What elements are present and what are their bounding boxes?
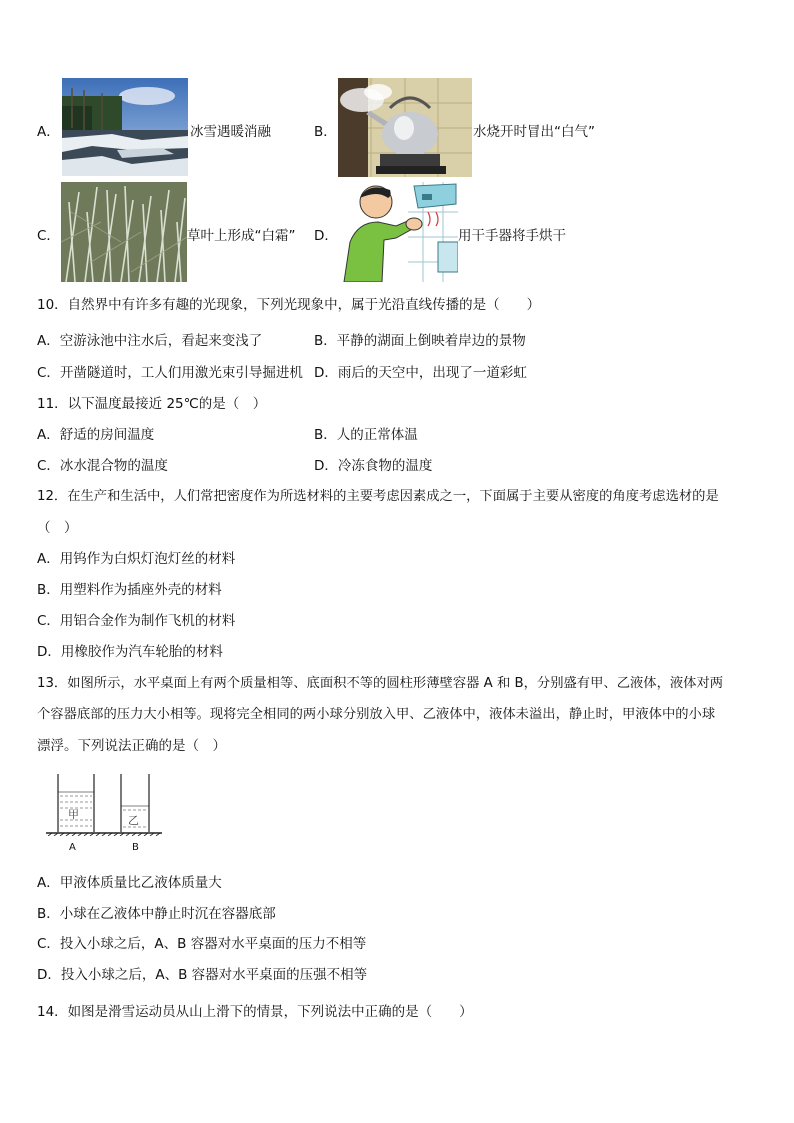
q10-option-c: C．开凿隧道时，工人们用激光束引导掘进机 <box>37 365 303 381</box>
q9-option-d-letter: D． <box>314 228 338 244</box>
hand-dryer-illustration <box>338 182 458 282</box>
q11-option-d: D．冷冻食物的温度 <box>314 458 433 474</box>
containers-diagram <box>44 772 164 836</box>
q13-option-a: A．甲液体质量比乙液体质量大 <box>37 875 222 891</box>
q12-option-b: B．用塑料作为插座外壳的材料 <box>37 582 222 598</box>
q14-stem: 14．如图是滑雪运动员从山上滑下的情景，下列说法中正确的是（ ） <box>37 1004 473 1020</box>
q9-option-a-caption: 冰雪遇暖消融 <box>190 124 271 140</box>
q13-stem-line3: 漂浮。下列说法正确的是（ ） <box>37 738 226 754</box>
melting-ice-river-photo <box>62 78 188 176</box>
container-b-label: B <box>132 842 139 853</box>
q10-option-d: D．雨后的天空中，出现了一道彩虹 <box>314 365 527 381</box>
container-a-label: A <box>69 842 76 853</box>
q12-option-c: C．用铝合金作为制作飞机的材料 <box>37 613 236 629</box>
q12-option-d: D．用橡胶作为汽车轮胎的材料 <box>37 644 223 660</box>
liquid-a-label: 甲 <box>68 808 79 821</box>
q13-option-b: B．小球在乙液体中静止时沉在容器底部 <box>37 906 276 922</box>
q12-stem-line1: 12．在生产和生活中，人们常把密度作为所选材料的主要考虑因素成之一，下面属于主要从密度的角度考虑选材的是 <box>37 489 719 504</box>
q11-option-a: A．舒适的房间温度 <box>37 427 155 443</box>
q13-containers-figure <box>44 772 164 860</box>
q9-option-b-caption: 水烧开时冒出“白气” <box>473 124 595 140</box>
q12-stem-line2: （ ） <box>37 520 78 536</box>
q10-stem: 10．自然界中有许多有趣的光现象，下列光现象中，属于光沿直线传播的是（ ） <box>37 297 541 313</box>
q11-option-c: C．冰水混合物的温度 <box>37 458 168 474</box>
q11-stem: 11．以下温度最接近 25℃的是（ ） <box>37 396 267 412</box>
q9-option-c-caption: 草叶上形成“白霜” <box>187 228 296 244</box>
q9-option-d-caption: 用干手器将手烘干 <box>458 228 566 244</box>
q13-option-c: C．投入小球之后，A、B 容器对水平桌面的压力不相等 <box>37 936 367 952</box>
q13-stem-line2: 个容器底部的压力大小相等。现将完全相同的两小球分别放入甲、乙液体中，液体未溢出，静止时，甲液体中的小球 <box>37 707 716 722</box>
liquid-b-label: 乙 <box>128 814 139 827</box>
frost-grass-photo <box>61 182 187 282</box>
kettle-steam-photo <box>338 78 472 177</box>
q11-option-b: B．人的正常体温 <box>314 427 418 443</box>
q9-option-a-letter: A． <box>37 124 60 140</box>
q13-option-d: D．投入小球之后，A、B 容器对水平桌面的压强不相等 <box>37 967 368 983</box>
q9-option-c-letter: C． <box>37 228 60 244</box>
q13-stem-line1: 13．如图所示，水平桌面上有两个质量相等、底面积不等的圆柱形薄壁容器 A 和 B，分别盛有甲、乙液体，液体对两 <box>37 676 724 691</box>
q12-option-a: A．用钨作为白炽灯泡灯丝的材料 <box>37 551 236 567</box>
q10-option-b: B．平静的湖面上倒映着岸边的景物 <box>314 333 526 349</box>
q9-option-b-letter: B． <box>314 124 337 140</box>
q10-option-a: A．空游泳池中注水后，看起来变浅了 <box>37 333 263 349</box>
